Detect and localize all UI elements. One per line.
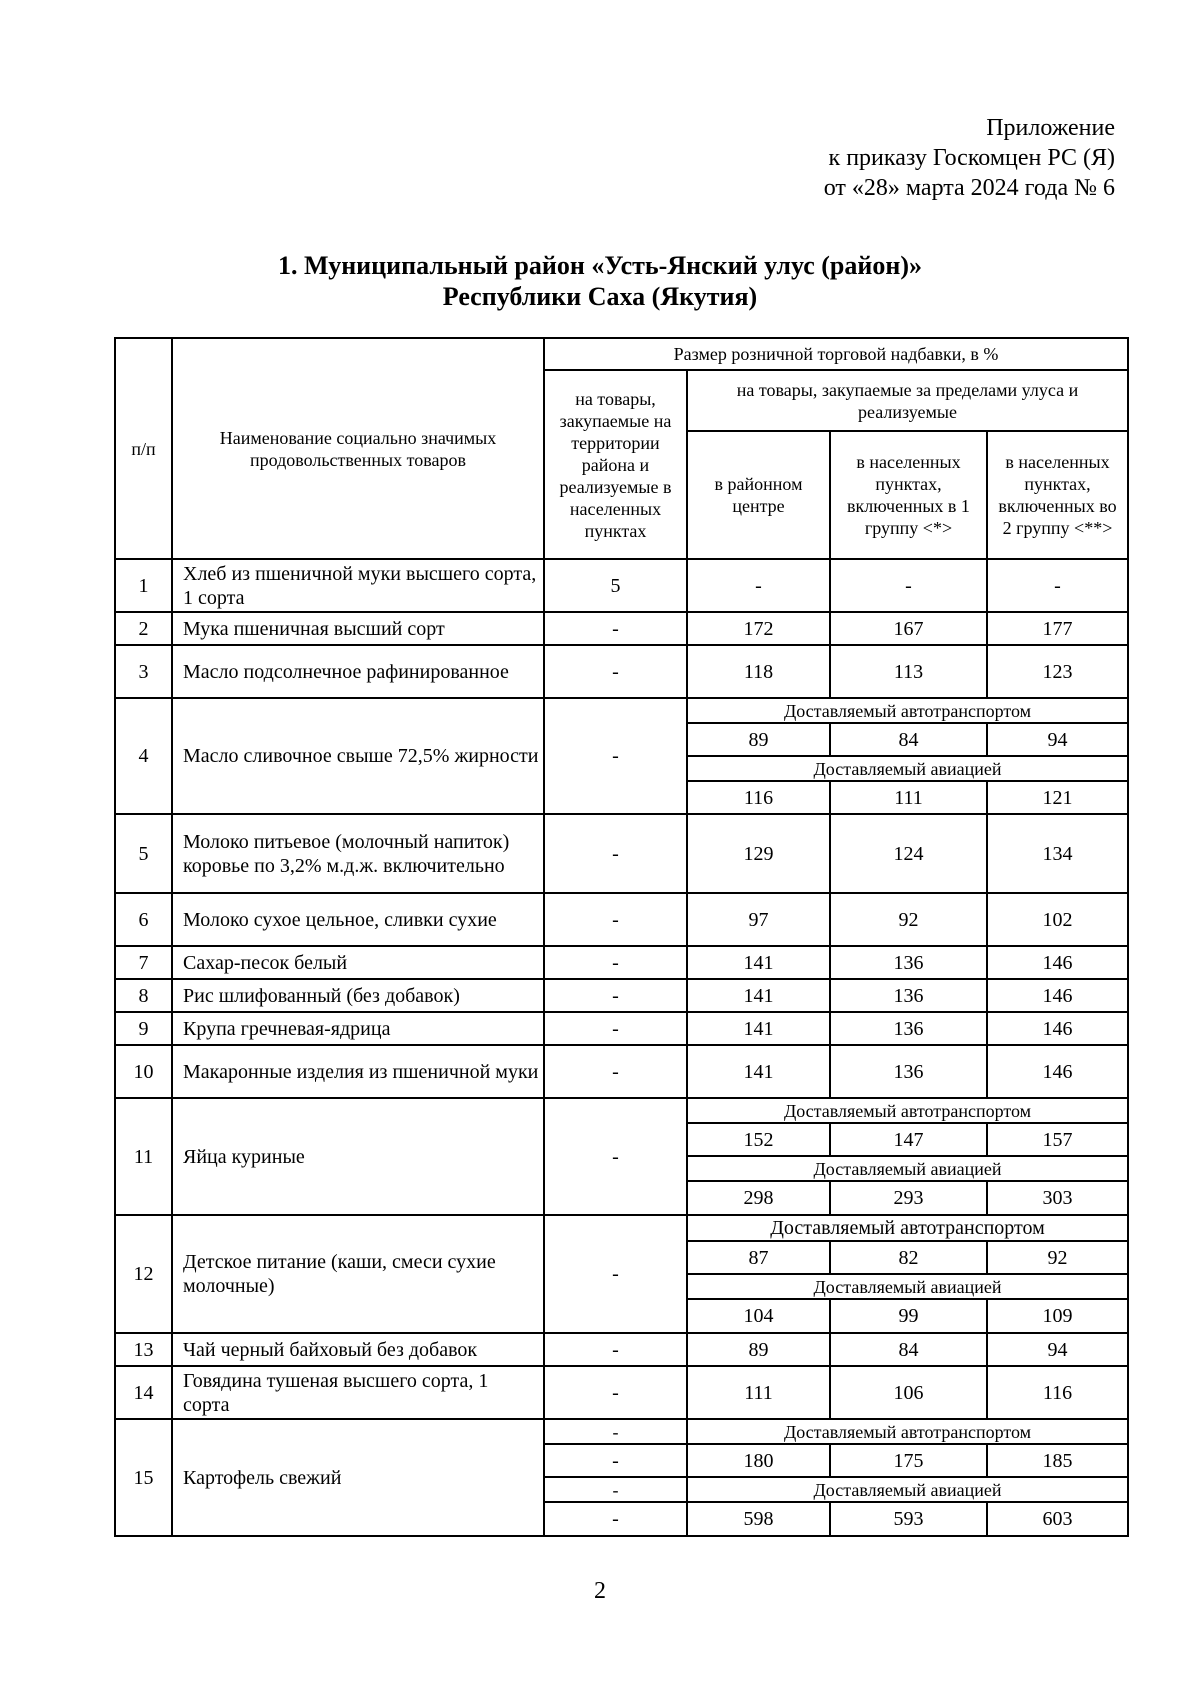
cell-local: - <box>544 979 687 1012</box>
cell-group1: 82 <box>830 1241 987 1274</box>
cell-group1: 106 <box>830 1366 987 1419</box>
table-row <box>115 1333 1128 1366</box>
cell-center: 141 <box>687 1012 830 1045</box>
cell-center: 89 <box>687 1333 830 1366</box>
document-title: 1. Муниципальный район «Усть-Янский улус (район)» <box>278 251 922 280</box>
row-number: 13 <box>115 1333 172 1366</box>
product-name: Молоко сухое цельное, сливки сухие <box>172 893 544 946</box>
cell-center: 104 <box>687 1299 830 1333</box>
cell-group1: 293 <box>830 1181 987 1215</box>
cell-local: - <box>544 1366 687 1419</box>
product-name: Мука пшеничная высший сорт <box>172 612 544 645</box>
cell-local: - <box>544 1477 687 1502</box>
cell-local: - <box>544 698 687 814</box>
cell-group2: 94 <box>987 1333 1128 1366</box>
header-outside: на товары, закупаемые за пределами улуса и реализуемые <box>687 370 1128 431</box>
header-center: в районном центре <box>687 431 830 559</box>
cell-center: 141 <box>687 946 830 979</box>
row-number: 10 <box>115 1045 172 1098</box>
delivery-auto-label: Доставляемый автотранспортом <box>687 1098 1128 1123</box>
appendix-line: к приказу Госкомцен РС (Я) <box>828 145 1115 171</box>
cell-center: 111 <box>687 1366 830 1419</box>
cell-group1: 136 <box>830 1045 987 1098</box>
cell-group2: 146 <box>987 946 1128 979</box>
row-number: 12 <box>115 1215 172 1333</box>
cell-local: 5 <box>544 559 687 612</box>
cell-group1: 136 <box>830 946 987 979</box>
cell-group1: 175 <box>830 1444 987 1477</box>
cell-group2: 603 <box>987 1502 1128 1536</box>
delivery-air-label: Доставляемый авиацией <box>687 1156 1128 1181</box>
cell-group2: 303 <box>987 1181 1128 1215</box>
cell-group1: 113 <box>830 645 987 698</box>
cell-center: 141 <box>687 979 830 1012</box>
cell-center: 89 <box>687 723 830 756</box>
cell-group1: 99 <box>830 1299 987 1333</box>
cell-group1: 84 <box>830 723 987 756</box>
cell-local: - <box>544 1333 687 1366</box>
appendix-line: от «28» марта 2024 года № 6 <box>823 175 1115 201</box>
header-group1: в населенных пунктах, включенных в 1 группу <*> <box>830 431 987 559</box>
cell-local: - <box>544 1215 687 1333</box>
product-name: Чай черный байховый без добавок <box>172 1333 544 1366</box>
cell-center: 152 <box>687 1123 830 1156</box>
table-row <box>115 698 1128 723</box>
table-row <box>115 1366 1128 1419</box>
cell-center: 180 <box>687 1444 830 1477</box>
cell-local: - <box>544 1012 687 1045</box>
cell-group2: 134 <box>987 814 1128 893</box>
product-name: Крупа гречневая-ядрица <box>172 1012 544 1045</box>
table-row <box>115 814 1128 893</box>
cell-group1: 84 <box>830 1333 987 1366</box>
cell-group1: 593 <box>830 1502 987 1536</box>
row-number: 7 <box>115 946 172 979</box>
table-row <box>115 1419 1128 1444</box>
cell-group2: 92 <box>987 1241 1128 1274</box>
cell-local: - <box>544 1444 687 1477</box>
page-number: 2 <box>594 1578 606 1604</box>
table-row <box>115 645 1128 698</box>
header-num: п/п <box>115 338 172 559</box>
cell-group2: 121 <box>987 781 1128 814</box>
product-name: Яйца куриные <box>172 1098 544 1215</box>
cell-group2: 185 <box>987 1444 1128 1477</box>
delivery-air-label: Доставляемый авиацией <box>687 1274 1128 1299</box>
cell-group2: 177 <box>987 612 1128 645</box>
cell-group2: 109 <box>987 1299 1128 1333</box>
cell-local: - <box>544 645 687 698</box>
cell-group1: 124 <box>830 814 987 893</box>
header-name: Наименование социально значимых продовольственных товаров <box>172 338 544 559</box>
row-number: 4 <box>115 698 172 814</box>
cell-center: - <box>687 559 830 612</box>
cell-center: 116 <box>687 781 830 814</box>
cell-local: - <box>544 1045 687 1098</box>
cell-group1: 92 <box>830 893 987 946</box>
product-name: Масло сливочное свыше 72,5% жирности <box>172 698 544 814</box>
markup-table <box>114 337 1129 1537</box>
table-row <box>115 1098 1128 1123</box>
delivery-auto-label: Доставляемый автотранспортом <box>687 1419 1128 1444</box>
delivery-auto-label: Доставляемый автотранспортом <box>687 698 1128 723</box>
product-name: Рис шлифованный (без добавок) <box>172 979 544 1012</box>
table-row <box>115 946 1128 979</box>
table-row <box>115 1045 1128 1098</box>
product-name: Макаронные изделия из пшеничной муки <box>172 1045 544 1098</box>
cell-group1: 111 <box>830 781 987 814</box>
cell-center: 172 <box>687 612 830 645</box>
cell-center: 298 <box>687 1181 830 1215</box>
table-row <box>115 893 1128 946</box>
header-local: на товары, закупаемые на территории района и реализуемые в населенных пунктах <box>544 370 687 559</box>
product-name: Сахар-песок белый <box>172 946 544 979</box>
cell-center: 97 <box>687 893 830 946</box>
cell-group2: 116 <box>987 1366 1128 1419</box>
table-row <box>115 1215 1128 1241</box>
cell-center: 141 <box>687 1045 830 1098</box>
cell-group1: 167 <box>830 612 987 645</box>
cell-group2: - <box>987 559 1128 612</box>
cell-local: - <box>544 1419 687 1444</box>
cell-local: - <box>544 946 687 979</box>
row-number: 9 <box>115 1012 172 1045</box>
row-number: 6 <box>115 893 172 946</box>
cell-group1: 147 <box>830 1123 987 1156</box>
table-row <box>115 612 1128 645</box>
cell-center: 87 <box>687 1241 830 1274</box>
product-name: Хлеб из пшеничной муки высшего сорта, 1 сорта <box>172 559 544 612</box>
cell-local: - <box>544 612 687 645</box>
cell-group2: 146 <box>987 979 1128 1012</box>
cell-group2: 157 <box>987 1123 1128 1156</box>
table-row <box>115 1012 1128 1045</box>
cell-group2: 123 <box>987 645 1128 698</box>
appendix-header <box>824 113 1115 203</box>
table-row <box>115 979 1128 1012</box>
row-number: 2 <box>115 612 172 645</box>
cell-group1: 136 <box>830 1012 987 1045</box>
cell-local: - <box>544 1502 687 1536</box>
header-markup: Размер розничной торговой надбавки, в % <box>544 338 1128 370</box>
row-number: 1 <box>115 559 172 612</box>
appendix-line: Приложение <box>986 115 1115 141</box>
row-number: 11 <box>115 1098 172 1215</box>
cell-group1: - <box>830 559 987 612</box>
product-name: Масло подсолнечное рафинированное <box>172 645 544 698</box>
table-row <box>115 559 1128 612</box>
cell-group1: 136 <box>830 979 987 1012</box>
cell-center: 118 <box>687 645 830 698</box>
cell-group2: 102 <box>987 893 1128 946</box>
header-group2: в населенных пунктах, включенных во 2 группу <**> <box>987 431 1128 559</box>
cell-center: 598 <box>687 1502 830 1536</box>
row-number: 3 <box>115 645 172 698</box>
product-name: Картофель свежий <box>172 1419 544 1536</box>
cell-group2: 146 <box>987 1045 1128 1098</box>
product-name: Детское питание (каши, смеси сухие молочные) <box>172 1215 544 1333</box>
row-number: 8 <box>115 979 172 1012</box>
cell-group2: 94 <box>987 723 1128 756</box>
delivery-air-label: Доставляемый авиацией <box>687 756 1128 781</box>
row-number: 5 <box>115 814 172 893</box>
cell-center: 129 <box>687 814 830 893</box>
delivery-air-label: Доставляемый авиацией <box>687 1477 1128 1502</box>
cell-local: - <box>544 814 687 893</box>
cell-group2: 146 <box>987 1012 1128 1045</box>
product-name: Говядина тушеная высшего сорта, 1 сорта <box>172 1366 544 1419</box>
product-name: Молоко питьевое (молочный напиток) коровье по 3,2% м.д.ж. включительно <box>172 814 544 893</box>
delivery-auto-label: Доставляемый автотранспортом <box>687 1215 1128 1241</box>
cell-local: - <box>544 1098 687 1215</box>
cell-local: - <box>544 893 687 946</box>
document-subtitle: Республики Саха (Якутия) <box>442 282 758 311</box>
row-number: 15 <box>115 1419 172 1536</box>
row-number: 14 <box>115 1366 172 1419</box>
